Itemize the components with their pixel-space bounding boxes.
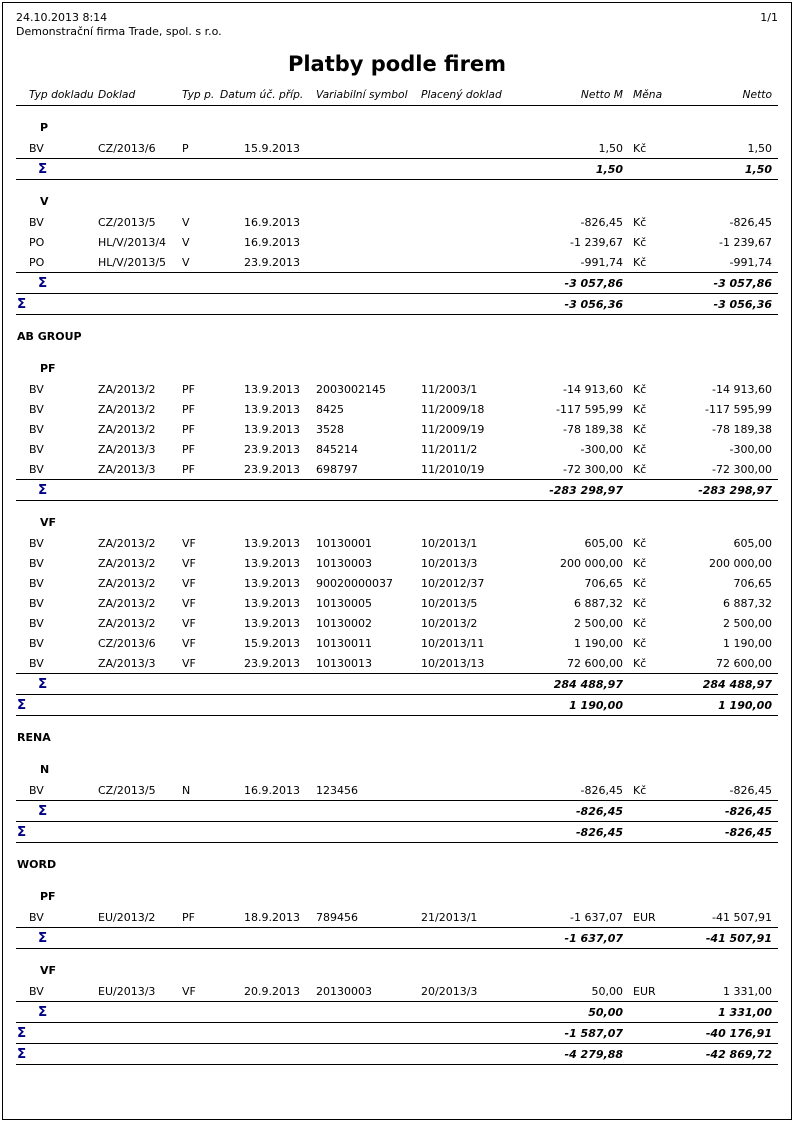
payment-row — [16, 613, 778, 633]
cell-typ-dokladu: BV — [29, 442, 44, 456]
cell-netto-m: -1 239,67 — [570, 235, 623, 249]
sum-netto-m: 50,00 — [588, 1005, 623, 1019]
payment-row — [16, 533, 778, 553]
cell-var-symbol — [304, 138, 409, 159]
payment-row — [16, 459, 778, 480]
sum-row-sub — [16, 480, 778, 501]
sum-netto: 1 331,00 — [718, 1005, 772, 1019]
cell-netto-m: -826,45 — [580, 783, 623, 797]
cell-doklad: ZA/2013/3 — [98, 462, 156, 476]
cell-netto-m: 605,00 — [584, 536, 623, 550]
cell-netto: 200 000,00 — [709, 556, 772, 570]
cell-doklad: ZA/2013/2 — [98, 596, 156, 610]
col-header-typ-p: Typ p. — [170, 88, 208, 106]
cell-placeny-doklad — [409, 138, 527, 159]
sum-row-sub — [16, 801, 778, 822]
sum-mena-empty — [627, 674, 672, 695]
page-number: 1/1 — [760, 11, 778, 24]
company-label: WORD — [17, 858, 57, 871]
cell-typ-dokladu: BV — [29, 576, 44, 590]
sum-netto: -42 869,72 — [705, 1047, 772, 1061]
subgroup-label: PF — [40, 890, 56, 903]
cell-var-symbol: 10130001 — [316, 536, 372, 550]
sum-row-sub — [16, 1002, 778, 1023]
cell-placeny-doklad: 11/2009/18 — [421, 402, 485, 416]
payment-row — [16, 252, 778, 273]
cell-netto-m: -991,74 — [580, 255, 623, 269]
cell-var-symbol — [304, 212, 409, 232]
sum-netto: -3 056,36 — [713, 297, 772, 311]
payment-row — [16, 419, 778, 439]
cell-typ-dokladu: BV — [29, 596, 44, 610]
cell-datum: 16.9.2013 — [244, 235, 300, 249]
payment-row — [16, 138, 778, 159]
sum-netto: 1,50 — [744, 162, 772, 176]
cell-var-symbol — [304, 252, 409, 273]
cell-typ-dokladu: BV — [29, 656, 44, 670]
sum-netto-m: -826,45 — [575, 825, 623, 839]
cell-datum: 13.9.2013 — [244, 382, 300, 396]
cell-typ-p: PF — [182, 402, 195, 416]
cell-datum: 20.9.2013 — [244, 984, 300, 998]
cell-typ-p: PF — [182, 462, 195, 476]
cell-mena: Kč — [633, 402, 647, 416]
cell-typ-dokladu: BV — [29, 556, 44, 570]
subgroup-row — [16, 875, 778, 907]
cell-placeny-doklad: 10/2013/11 — [421, 636, 485, 650]
payment-row — [16, 399, 778, 419]
cell-typ-p: V — [182, 235, 190, 249]
cell-datum: 13.9.2013 — [244, 422, 300, 436]
payment-row — [16, 981, 778, 1002]
sum-mena-empty — [627, 1044, 672, 1065]
payment-row — [16, 573, 778, 593]
sum-netto: -3 057,86 — [713, 276, 772, 290]
cell-placeny-doklad: 10/2013/5 — [421, 596, 478, 610]
cell-mena: Kč — [633, 141, 647, 155]
col-header-placeny-doklad: Placený doklad — [409, 88, 527, 106]
company-label: RENA — [17, 731, 51, 744]
cell-doklad: ZA/2013/2 — [98, 382, 156, 396]
cell-datum: 15.9.2013 — [244, 636, 300, 650]
subgroup-label: PF — [40, 362, 56, 375]
cell-datum: 13.9.2013 — [244, 596, 300, 610]
sum-row-company — [16, 1023, 778, 1044]
cell-placeny-doklad: 10/2013/2 — [421, 616, 478, 630]
subgroup-label: VF — [40, 516, 57, 529]
sum-netto-m: -826,45 — [575, 804, 623, 818]
payment-row — [16, 232, 778, 252]
cell-netto: 72 600,00 — [716, 656, 772, 670]
payment-row — [16, 379, 778, 399]
report-meta — [16, 11, 778, 25]
sigma-icon: Σ — [38, 274, 48, 291]
print-datetime: 24.10.2013 8:14 — [16, 11, 108, 24]
cell-doklad: ZA/2013/2 — [98, 616, 156, 630]
cell-netto-m: -1 637,07 — [570, 910, 623, 924]
cell-netto-m: 200 000,00 — [560, 556, 623, 570]
sum-mena-empty — [627, 273, 672, 294]
sigma-icon: Σ — [38, 160, 48, 177]
sum-netto-m: -3 056,36 — [564, 297, 623, 311]
cell-typ-dokladu: PO — [29, 235, 45, 249]
cell-mena: Kč — [633, 255, 647, 269]
cell-netto: -14 913,60 — [712, 382, 772, 396]
cell-doklad: ZA/2013/3 — [98, 442, 156, 456]
cell-placeny-doklad: 11/2011/2 — [421, 442, 478, 456]
sum-row-company — [16, 294, 778, 315]
subgroup-row — [16, 501, 778, 534]
sigma-icon: Σ — [38, 481, 48, 498]
subgroup-row — [16, 748, 778, 780]
payment-row — [16, 633, 778, 653]
cell-netto: 6 887,32 — [723, 596, 772, 610]
cell-typ-p: VF — [182, 984, 196, 998]
payment-row — [16, 439, 778, 459]
cell-var-symbol: 3528 — [316, 422, 344, 436]
sum-netto: -283 298,97 — [698, 483, 772, 497]
sum-mena-empty — [627, 822, 672, 843]
cell-typ-dokladu: BV — [29, 910, 44, 924]
cell-mena: Kč — [633, 462, 647, 476]
cell-netto-m: 2 500,00 — [574, 616, 623, 630]
sum-row-sub — [16, 674, 778, 695]
cell-placeny-doklad: 10/2013/3 — [421, 556, 478, 570]
cell-var-symbol — [304, 232, 409, 252]
cell-datum: 13.9.2013 — [244, 556, 300, 570]
company-row — [16, 315, 778, 348]
cell-var-symbol: 698797 — [316, 462, 358, 476]
company-name: Demonstrační firma Trade, spol. s r.o. — [16, 25, 222, 38]
cell-var-symbol: 123456 — [316, 783, 358, 797]
sigma-icon: Σ — [38, 1003, 48, 1020]
cell-mena: EUR — [633, 910, 656, 924]
cell-placeny-doklad: 11/2010/19 — [421, 462, 485, 476]
col-header-netto-m: Netto M — [527, 88, 627, 106]
cell-datum: 23.9.2013 — [244, 442, 300, 456]
cell-typ-dokladu: BV — [29, 636, 44, 650]
cell-typ-dokladu: BV — [29, 382, 44, 396]
sum-mena-empty — [627, 695, 672, 716]
payment-row — [16, 907, 778, 928]
cell-doklad: ZA/2013/2 — [98, 576, 156, 590]
cell-doklad: EU/2013/3 — [98, 984, 156, 998]
cell-doklad: CZ/2013/5 — [98, 783, 156, 797]
sum-mena-empty — [627, 1002, 672, 1023]
sum-mena-empty — [627, 294, 672, 315]
cell-typ-p: PF — [182, 910, 195, 924]
cell-netto: -300,00 — [729, 442, 772, 456]
cell-placeny-doklad: 11/2003/1 — [421, 382, 478, 396]
cell-netto-m: 1 190,00 — [574, 636, 623, 650]
cell-datum: 13.9.2013 — [244, 616, 300, 630]
cell-typ-p: V — [182, 215, 190, 229]
sigma-icon: Σ — [17, 823, 27, 840]
subgroup-row — [16, 347, 778, 379]
sum-netto-m: -1 637,07 — [564, 931, 623, 945]
cell-netto-m: -826,45 — [580, 215, 623, 229]
cell-var-symbol: 8425 — [316, 402, 344, 416]
cell-placeny-doklad: 20/2013/3 — [421, 984, 478, 998]
sum-mena-empty — [627, 801, 672, 822]
sigma-icon: Σ — [17, 295, 27, 312]
cell-netto-m: 72 600,00 — [567, 656, 623, 670]
sigma-icon: Σ — [17, 696, 27, 713]
cell-typ-p: N — [182, 783, 191, 797]
subgroup-row — [16, 949, 778, 982]
cell-var-symbol: 2003002145 — [316, 382, 386, 396]
cell-typ-p: PF — [182, 442, 195, 456]
sum-mena-empty — [627, 159, 672, 180]
cell-netto: 1 190,00 — [723, 636, 772, 650]
cell-mena: Kč — [633, 783, 647, 797]
cell-netto: -117 595,99 — [705, 402, 772, 416]
sum-netto-m: 1 190,00 — [569, 698, 623, 712]
cell-datum: 23.9.2013 — [244, 255, 300, 269]
cell-doklad: ZA/2013/2 — [98, 556, 156, 570]
cell-netto: 1 331,00 — [723, 984, 772, 998]
col-header-variabilni-symbol: Variabilní symbol — [304, 88, 409, 106]
sigma-icon: Σ — [17, 1024, 27, 1041]
cell-typ-dokladu: BV — [29, 215, 44, 229]
subgroup-row — [16, 180, 778, 213]
sum-netto: -826,45 — [724, 825, 772, 839]
cell-doklad: ZA/2013/2 — [98, 422, 156, 436]
col-header-mena: Měna — [627, 88, 672, 106]
sum-netto: -41 507,91 — [705, 931, 772, 945]
cell-typ-p: V — [182, 255, 190, 269]
sum-netto-m: -283 298,97 — [549, 483, 623, 497]
cell-typ-p: VF — [182, 536, 196, 550]
payment-row — [16, 553, 778, 573]
cell-netto-m: 706,65 — [584, 576, 623, 590]
cell-mena: Kč — [633, 556, 647, 570]
cell-netto-m: 50,00 — [591, 984, 623, 998]
cell-var-symbol: 10130002 — [316, 616, 372, 630]
cell-datum: 13.9.2013 — [244, 576, 300, 590]
cell-typ-p: PF — [182, 422, 195, 436]
sum-mena-empty — [627, 928, 672, 949]
cell-datum: 23.9.2013 — [244, 656, 300, 670]
cell-netto-m: 6 887,32 — [574, 596, 623, 610]
cell-doklad: ZA/2013/3 — [98, 656, 156, 670]
cell-mena: Kč — [633, 656, 647, 670]
cell-typ-p: VF — [182, 576, 196, 590]
subgroup-label: P — [40, 121, 49, 134]
sum-row-sub — [16, 159, 778, 180]
cell-datum: 16.9.2013 — [244, 215, 300, 229]
cell-datum: 16.9.2013 — [244, 783, 300, 797]
sum-netto: 284 488,97 — [702, 677, 772, 691]
cell-var-symbol: 789456 — [316, 910, 358, 924]
company-row — [16, 843, 778, 876]
cell-doklad: CZ/2013/5 — [98, 215, 156, 229]
cell-netto-m: -300,00 — [580, 442, 623, 456]
sum-netto-m: -3 057,86 — [564, 276, 623, 290]
cell-var-symbol: 845214 — [316, 442, 358, 456]
sum-row-company — [16, 822, 778, 843]
cell-doklad: HL/V/2013/5 — [98, 255, 167, 269]
cell-var-symbol: 20130003 — [316, 984, 372, 998]
sum-netto-m: -1 587,07 — [564, 1026, 623, 1040]
cell-netto: -72 300,00 — [712, 462, 772, 476]
cell-doklad: HL/V/2013/4 — [98, 235, 167, 249]
cell-typ-dokladu: BV — [29, 402, 44, 416]
cell-placeny-doklad: 21/2013/1 — [421, 910, 478, 924]
cell-mena: Kč — [633, 442, 647, 456]
payments-table — [16, 88, 778, 1065]
cell-netto-m: -14 913,60 — [563, 382, 623, 396]
cell-netto: -41 507,91 — [712, 910, 772, 924]
cell-netto: 706,65 — [733, 576, 772, 590]
cell-placeny-doklad: 10/2013/1 — [421, 536, 478, 550]
sum-netto: -826,45 — [724, 804, 772, 818]
sum-mena-empty — [627, 480, 672, 501]
cell-placeny-doklad: 11/2009/19 — [421, 422, 485, 436]
cell-typ-dokladu: BV — [29, 422, 44, 436]
cell-datum: 13.9.2013 — [244, 402, 300, 416]
sum-netto: -40 176,91 — [705, 1026, 772, 1040]
col-header-typ-dokladu: Typ dokladu — [16, 88, 86, 106]
cell-netto-m: 1,50 — [598, 141, 623, 155]
cell-placeny-doklad — [409, 212, 527, 232]
sigma-icon: Σ — [38, 929, 48, 946]
cell-var-symbol: 90020000037 — [316, 576, 393, 590]
cell-mena: Kč — [633, 215, 647, 229]
cell-netto-m: -117 595,99 — [556, 402, 623, 416]
sum-netto: 1 190,00 — [718, 698, 772, 712]
cell-datum: 15.9.2013 — [244, 141, 300, 155]
cell-netto: 1,50 — [747, 141, 772, 155]
cell-netto: -78 189,38 — [712, 422, 772, 436]
cell-mena: Kč — [633, 382, 647, 396]
cell-placeny-doklad: 10/2012/37 — [421, 576, 485, 590]
payment-row — [16, 780, 778, 801]
sigma-icon: Σ — [38, 675, 48, 692]
col-header-doklad: Doklad — [86, 88, 170, 106]
sum-row-grand — [16, 1044, 778, 1065]
cell-doklad: CZ/2013/6 — [98, 636, 156, 650]
cell-placeny-doklad — [409, 780, 527, 801]
payment-row — [16, 212, 778, 232]
cell-netto: -1 239,67 — [719, 235, 772, 249]
sigma-icon: Σ — [38, 802, 48, 819]
cell-doklad: ZA/2013/2 — [98, 536, 156, 550]
cell-mena: EUR — [633, 984, 656, 998]
cell-placeny-doklad — [409, 252, 527, 273]
sum-netto-m: -4 279,88 — [564, 1047, 623, 1061]
cell-typ-dokladu: BV — [29, 783, 44, 797]
report-page — [2, 2, 792, 1120]
subgroup-row — [16, 106, 778, 139]
cell-doklad: CZ/2013/6 — [98, 141, 156, 155]
sum-netto-m: 284 488,97 — [553, 677, 623, 691]
cell-typ-dokladu: BV — [29, 141, 44, 155]
cell-typ-p: VF — [182, 616, 196, 630]
cell-var-symbol: 10130013 — [316, 656, 372, 670]
cell-netto: 2 500,00 — [723, 616, 772, 630]
payment-row — [16, 593, 778, 613]
cell-doklad: ZA/2013/2 — [98, 402, 156, 416]
subgroup-label: V — [40, 195, 49, 208]
cell-typ-dokladu: BV — [29, 536, 44, 550]
cell-typ-p: VF — [182, 636, 196, 650]
cell-datum: 23.9.2013 — [244, 462, 300, 476]
cell-mena: Kč — [633, 422, 647, 436]
cell-mena: Kč — [633, 636, 647, 650]
payment-row — [16, 653, 778, 674]
cell-mena: Kč — [633, 596, 647, 610]
sum-row-sub — [16, 928, 778, 949]
cell-mena: Kč — [633, 576, 647, 590]
cell-var-symbol: 10130005 — [316, 596, 372, 610]
company-row — [16, 716, 778, 749]
cell-placeny-doklad — [409, 232, 527, 252]
sum-row-sub — [16, 273, 778, 294]
cell-netto: 605,00 — [733, 536, 772, 550]
cell-typ-p: VF — [182, 656, 196, 670]
report-title: Platby podle firem — [287, 52, 507, 76]
sum-netto-m: 1,50 — [595, 162, 623, 176]
cell-typ-dokladu: BV — [29, 616, 44, 630]
cell-netto: -826,45 — [729, 783, 772, 797]
sigma-icon: Σ — [17, 1045, 27, 1062]
cell-netto: -826,45 — [729, 215, 772, 229]
cell-var-symbol: 10130003 — [316, 556, 372, 570]
cell-var-symbol: 10130011 — [316, 636, 372, 650]
cell-mena: Kč — [633, 536, 647, 550]
cell-typ-p: PF — [182, 382, 195, 396]
cell-typ-p: VF — [182, 556, 196, 570]
cell-typ-dokladu: BV — [29, 984, 44, 998]
report-body — [16, 106, 778, 1065]
cell-doklad: EU/2013/2 — [98, 910, 156, 924]
cell-netto-m: -72 300,00 — [563, 462, 623, 476]
sum-row-company — [16, 695, 778, 716]
cell-typ-dokladu: PO — [29, 255, 45, 269]
cell-typ-dokladu: BV — [29, 462, 44, 476]
cell-netto-m: -78 189,38 — [563, 422, 623, 436]
subgroup-label: N — [40, 763, 50, 776]
cell-datum: 18.9.2013 — [244, 910, 300, 924]
cell-placeny-doklad: 10/2013/13 — [421, 656, 485, 670]
subgroup-label: VF — [40, 964, 57, 977]
cell-typ-p: VF — [182, 596, 196, 610]
cell-mena: Kč — [633, 616, 647, 630]
cell-mena: Kč — [633, 235, 647, 249]
cell-typ-p: P — [182, 141, 189, 155]
sum-mena-empty — [627, 1023, 672, 1044]
company-label: AB GROUP — [17, 330, 82, 343]
cell-datum: 13.9.2013 — [244, 536, 300, 550]
cell-netto: -991,74 — [729, 255, 772, 269]
table-header-row — [16, 88, 778, 106]
col-header-netto: Netto — [672, 88, 778, 106]
col-header-datum: Datum úč. příp. — [208, 88, 304, 106]
